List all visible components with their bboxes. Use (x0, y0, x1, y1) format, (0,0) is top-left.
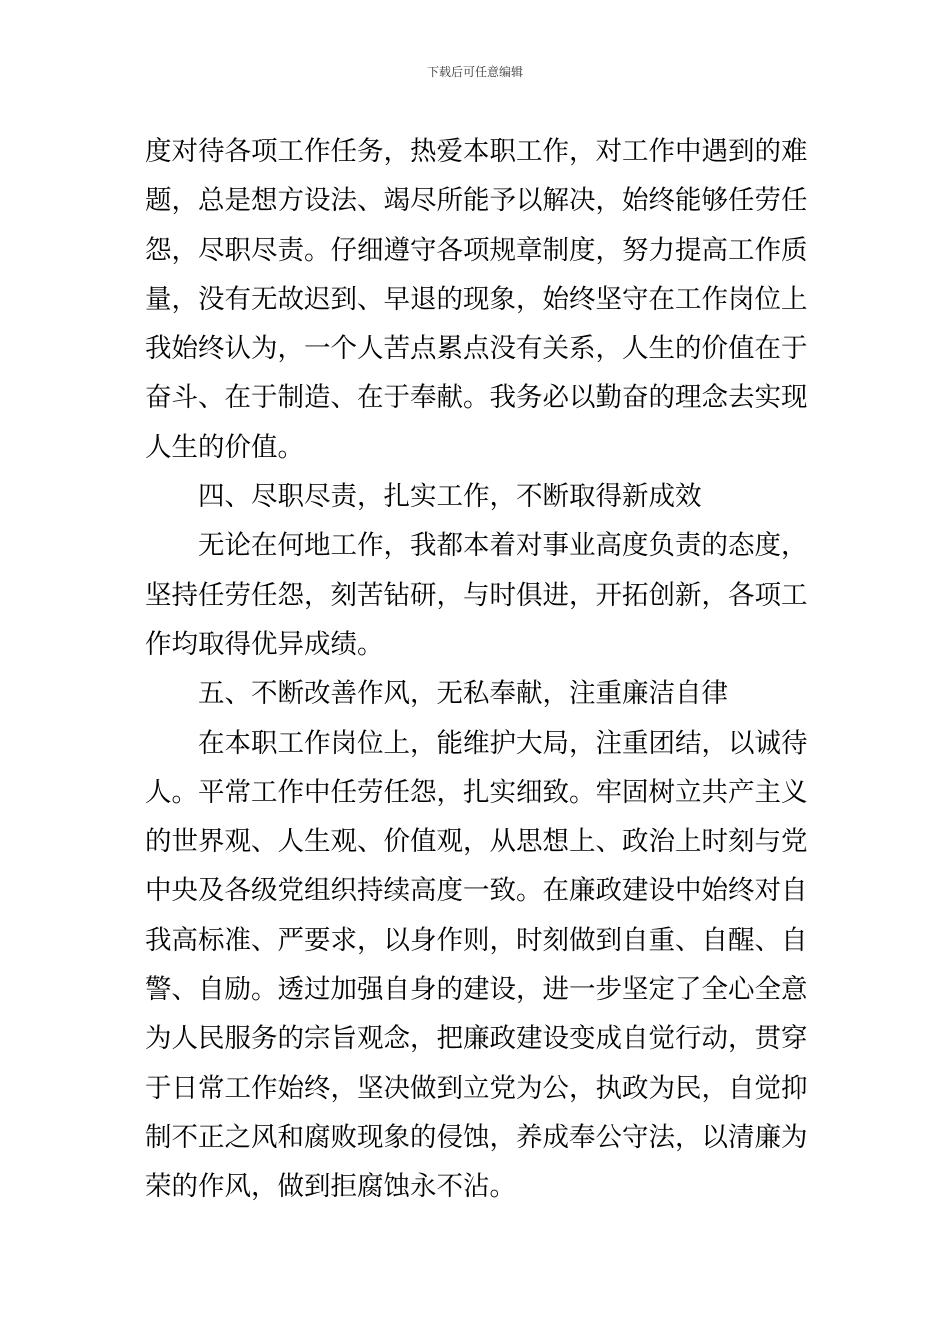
text-line: 人生的价值。 (145, 431, 304, 463)
text-line: 制不正之风和腐败现象的侵蚀，养成奉公守法，以清廉为 (145, 1121, 808, 1153)
text-line: 题，总是想方设法、竭尽所能予以解决，始终能够任劳任 (145, 185, 808, 217)
text-line: 五、不断改善作风，无私奉献，注重廉洁自律 (198, 678, 728, 710)
text-line: 我高标准、严要求，以身作则，时刻做到自重、自醒、自 (145, 924, 808, 956)
text-line: 荣的作风，做到拒腐蚀永不沾。 (145, 1171, 516, 1203)
text-line: 奋斗、在于制造、在于奉献。我务必以勤奋的理念去实现 (145, 382, 808, 414)
text-line: 于日常工作始终，坚决做到立党为公，执政为民，自觉抑 (145, 1072, 808, 1104)
text-line: 作均取得优异成绩。 (145, 628, 384, 660)
document-body (145, 127, 807, 1212)
text-line: 坚持任劳任怨，刻苦钻研，与时俱进，开拓创新，各项工 (145, 579, 808, 611)
text-line: 在本职工作岗位上，能维护大局，注重团结，以诚待 (198, 727, 808, 759)
page-header: 下载后可任意编辑 (426, 65, 523, 79)
text-line: 怨，尽职尽责。仔细遵守各项规章制度，努力提高工作质 (145, 234, 808, 266)
text-line: 为人民服务的宗旨观念，把廉政建设变成自觉行动，贯穿 (145, 1023, 808, 1055)
text-line: 中央及各级党组织持续高度一致。在廉政建设中始终对自 (145, 875, 808, 907)
text-line: 四、尽职尽责，扎实工作，不断取得新成效 (198, 481, 702, 513)
text-line: 的世界观、人生观、价值观，从思想上、政治上时刻与党 (145, 826, 808, 858)
text-line: 人。平常工作中任劳任怨，扎实细致。牢固树立共产主义 (145, 776, 808, 808)
text-line: 量，没有无故迟到、早退的现象，始终坚守在工作岗位上 (145, 283, 808, 315)
text-line: 无论在何地工作，我都本着对事业高度负责的态度， (198, 530, 808, 562)
text-line: 警、自励。透过加强自身的建设，进一步坚定了全心全意 (145, 974, 808, 1006)
text-line: 我始终认为，一个人苦点累点没有关系，人生的价值在于 (145, 333, 808, 365)
text-line: 度对待各项工作任务，热爱本职工作，对工作中遇到的难 (145, 136, 808, 167)
